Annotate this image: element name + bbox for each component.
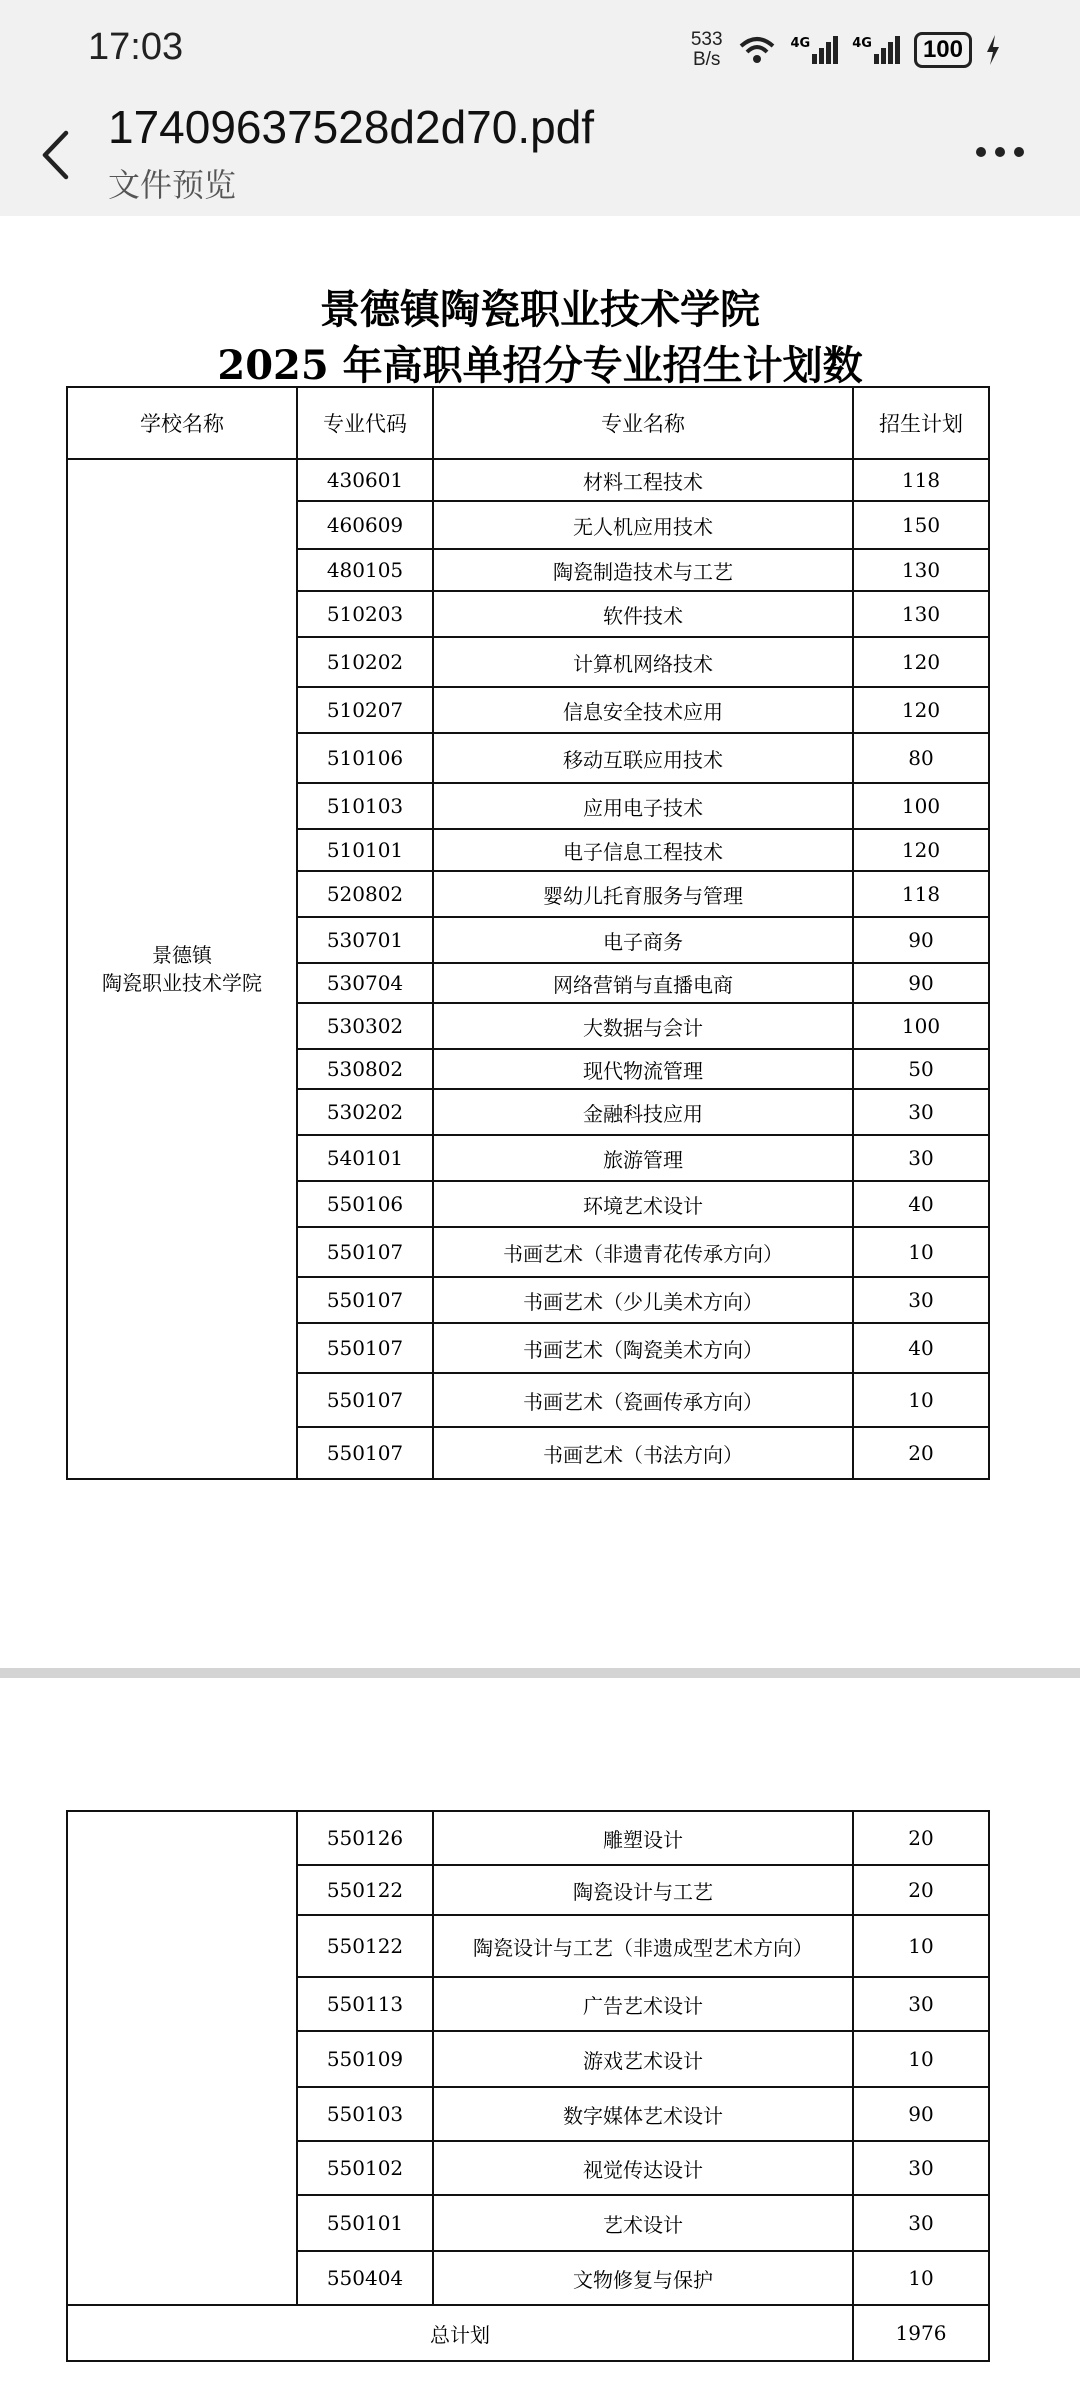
header-school: 学校名称 [67, 387, 297, 459]
enrollment-plan-cell: 130 [853, 591, 989, 637]
table-row [67, 1811, 989, 1865]
major-code-cell: 530202 [297, 1089, 433, 1135]
enrollment-plan-cell: 100 [853, 1003, 989, 1049]
more-options-button[interactable] [970, 122, 1030, 182]
major-code-cell: 510106 [297, 733, 433, 783]
enrollment-plan-cell: 120 [853, 687, 989, 733]
major-name-cell: 文物修复与保护 [433, 2251, 853, 2305]
major-code-cell: 510103 [297, 783, 433, 829]
enrollment-plan-cell: 50 [853, 1049, 989, 1089]
major-code-cell: 550102 [297, 2141, 433, 2195]
total-value-cell: 1976 [853, 2305, 989, 2361]
enrollment-plan-cell: 30 [853, 2141, 989, 2195]
major-name-cell: 雕塑设计 [433, 1811, 853, 1865]
major-code-cell: 510207 [297, 687, 433, 733]
school-name-cell [67, 1811, 297, 2305]
file-name: 17409637528d2d70.pdf [108, 101, 595, 153]
enrollment-table-page2 [66, 1810, 990, 2362]
enrollment-plan-cell: 40 [853, 1181, 989, 1227]
more-dots-icon [975, 146, 1025, 158]
signal-icon-2 [852, 36, 900, 64]
major-code-cell: 550107 [297, 1427, 433, 1479]
major-name-cell: 金融科技应用 [433, 1089, 853, 1135]
major-code-cell: 550107 [297, 1323, 433, 1373]
major-code-cell: 550107 [297, 1373, 433, 1427]
major-name-cell: 电子信息工程技术 [433, 829, 853, 871]
enrollment-plan-cell: 90 [853, 963, 989, 1003]
school-name-line1: 景德镇 [152, 943, 212, 967]
major-name-cell: 书画艺术（非遗青花传承方向） [433, 1227, 853, 1277]
major-name-cell: 书画艺术（陶瓷美术方向） [433, 1323, 853, 1373]
major-code-cell: 520802 [297, 871, 433, 917]
major-code-cell: 480105 [297, 549, 433, 591]
major-code-cell: 550106 [297, 1181, 433, 1227]
total-row [67, 2305, 989, 2361]
enrollment-plan-cell: 30 [853, 1277, 989, 1323]
major-name-cell: 书画艺术（少儿美术方向） [433, 1277, 853, 1323]
major-code-cell: 430601 [297, 459, 433, 501]
chevron-left-icon [40, 129, 70, 181]
signal-2-label: 4G [852, 36, 872, 51]
document-title: 景德镇陶瓷职业技术学院 [320, 286, 760, 333]
major-name-cell: 材料工程技术 [433, 459, 853, 501]
status-time: 17:03 [88, 26, 184, 68]
header-code: 专业代码 [297, 387, 433, 459]
enrollment-plan-cell: 30 [853, 1089, 989, 1135]
major-name-cell: 陶瓷设计与工艺 [433, 1865, 853, 1915]
major-code-cell: 550103 [297, 2087, 433, 2141]
major-code-cell: 550107 [297, 1277, 433, 1323]
enrollment-plan-cell: 120 [853, 637, 989, 687]
enrollment-plan-cell: 30 [853, 1977, 989, 2031]
file-preview-label: 文件预览 [108, 166, 237, 204]
status-bar [0, 0, 1080, 100]
major-name-cell: 视觉传达设计 [433, 2141, 853, 2195]
table-header-row [67, 387, 989, 459]
enrollment-plan-cell: 90 [853, 917, 989, 963]
major-name-cell: 移动互联应用技术 [433, 733, 853, 783]
page-separator [0, 1668, 1080, 1678]
net-speed [691, 30, 723, 70]
school-name-line2: 陶瓷职业技术学院 [102, 971, 262, 995]
enrollment-table-page1 [66, 386, 990, 1480]
major-code-cell: 550101 [297, 2195, 433, 2251]
major-name-cell: 网络营销与直播电商 [433, 963, 853, 1003]
enrollment-plan-cell: 10 [853, 1915, 989, 1977]
major-code-cell: 550122 [297, 1915, 433, 1977]
signal-1-label: 4G [790, 36, 811, 51]
total-label-cell: 总计划 [67, 2305, 853, 2361]
enrollment-plan-cell: 10 [853, 1227, 989, 1277]
enrollment-plan-cell: 10 [853, 1373, 989, 1427]
major-code-cell: 510101 [297, 829, 433, 871]
major-name-cell: 广告艺术设计 [433, 1977, 853, 2031]
header-major: 专业名称 [433, 387, 853, 459]
major-name-cell: 数字媒体艺术设计 [433, 2087, 853, 2141]
header-plan: 招生计划 [853, 387, 989, 459]
major-name-cell: 书画艺术（瓷画传承方向） [433, 1373, 853, 1427]
major-code-cell: 530704 [297, 963, 433, 1003]
major-code-cell: 530802 [297, 1049, 433, 1089]
major-code-cell: 540101 [297, 1135, 433, 1181]
enrollment-plan-cell: 120 [853, 829, 989, 871]
major-name-cell: 陶瓷制造技术与工艺 [433, 549, 853, 591]
major-code-cell: 530302 [297, 1003, 433, 1049]
signal-icon-1 [791, 36, 839, 64]
enrollment-plan-cell: 118 [853, 459, 989, 501]
major-name-cell: 环境艺术设计 [433, 1181, 853, 1227]
enrollment-plan-cell: 80 [853, 733, 989, 783]
back-button[interactable] [30, 120, 80, 190]
major-name-cell: 游戏艺术设计 [433, 2031, 853, 2087]
major-code-cell: 550109 [297, 2031, 433, 2087]
net-speed-value: 533 [690, 29, 723, 50]
enrollment-plan-cell: 30 [853, 2195, 989, 2251]
enrollment-plan-cell: 10 [853, 2251, 989, 2305]
enrollment-plan-cell: 130 [853, 549, 989, 591]
major-name-cell: 书画艺术（书法方向） [433, 1427, 853, 1479]
enrollment-plan-cell: 100 [853, 783, 989, 829]
enrollment-plan-cell: 118 [853, 871, 989, 917]
major-code-cell: 460609 [297, 501, 433, 549]
enrollment-plan-cell: 20 [853, 1865, 989, 1915]
enrollment-plan-cell: 20 [853, 1427, 989, 1479]
major-name-cell: 现代物流管理 [433, 1049, 853, 1089]
table-row [67, 459, 989, 501]
major-name-cell: 陶瓷设计与工艺（非遗成型艺术方向） [433, 1915, 853, 1977]
major-code-cell: 550122 [297, 1865, 433, 1915]
major-code-cell: 530701 [297, 917, 433, 963]
major-code-cell: 510202 [297, 637, 433, 687]
enrollment-plan-cell: 150 [853, 501, 989, 549]
status-icons [691, 30, 1000, 70]
charging-icon [986, 35, 1000, 65]
major-code-cell: 550107 [297, 1227, 433, 1277]
major-code-cell: 550113 [297, 1977, 433, 2031]
major-name-cell: 应用电子技术 [433, 783, 853, 829]
battery-icon: 100 [914, 32, 972, 68]
major-name-cell: 婴幼儿托育服务与管理 [433, 871, 853, 917]
major-name-cell: 旅游管理 [433, 1135, 853, 1181]
major-code-cell: 550404 [297, 2251, 433, 2305]
major-code-cell: 510203 [297, 591, 433, 637]
enrollment-plan-cell: 20 [853, 1811, 989, 1865]
net-speed-unit: B/s [692, 49, 721, 70]
enrollment-plan-cell: 10 [853, 2031, 989, 2087]
app-bar [0, 100, 1080, 216]
major-code-cell: 550126 [297, 1811, 433, 1865]
enrollment-plan-cell: 40 [853, 1323, 989, 1373]
enrollment-plan-cell: 90 [853, 2087, 989, 2141]
major-name-cell: 软件技术 [433, 591, 853, 637]
wifi-icon [737, 34, 777, 66]
major-name-cell: 电子商务 [433, 917, 853, 963]
major-name-cell: 信息安全技术应用 [433, 687, 853, 733]
major-name-cell: 艺术设计 [433, 2195, 853, 2251]
school-name-cell [67, 459, 297, 1479]
major-name-cell: 计算机网络技术 [433, 637, 853, 687]
major-name-cell: 无人机应用技术 [433, 501, 853, 549]
enrollment-plan-cell: 30 [853, 1135, 989, 1181]
document-subtitle: 2025 年高职单招分专业招生计划数 [217, 342, 863, 389]
major-name-cell: 大数据与会计 [433, 1003, 853, 1049]
